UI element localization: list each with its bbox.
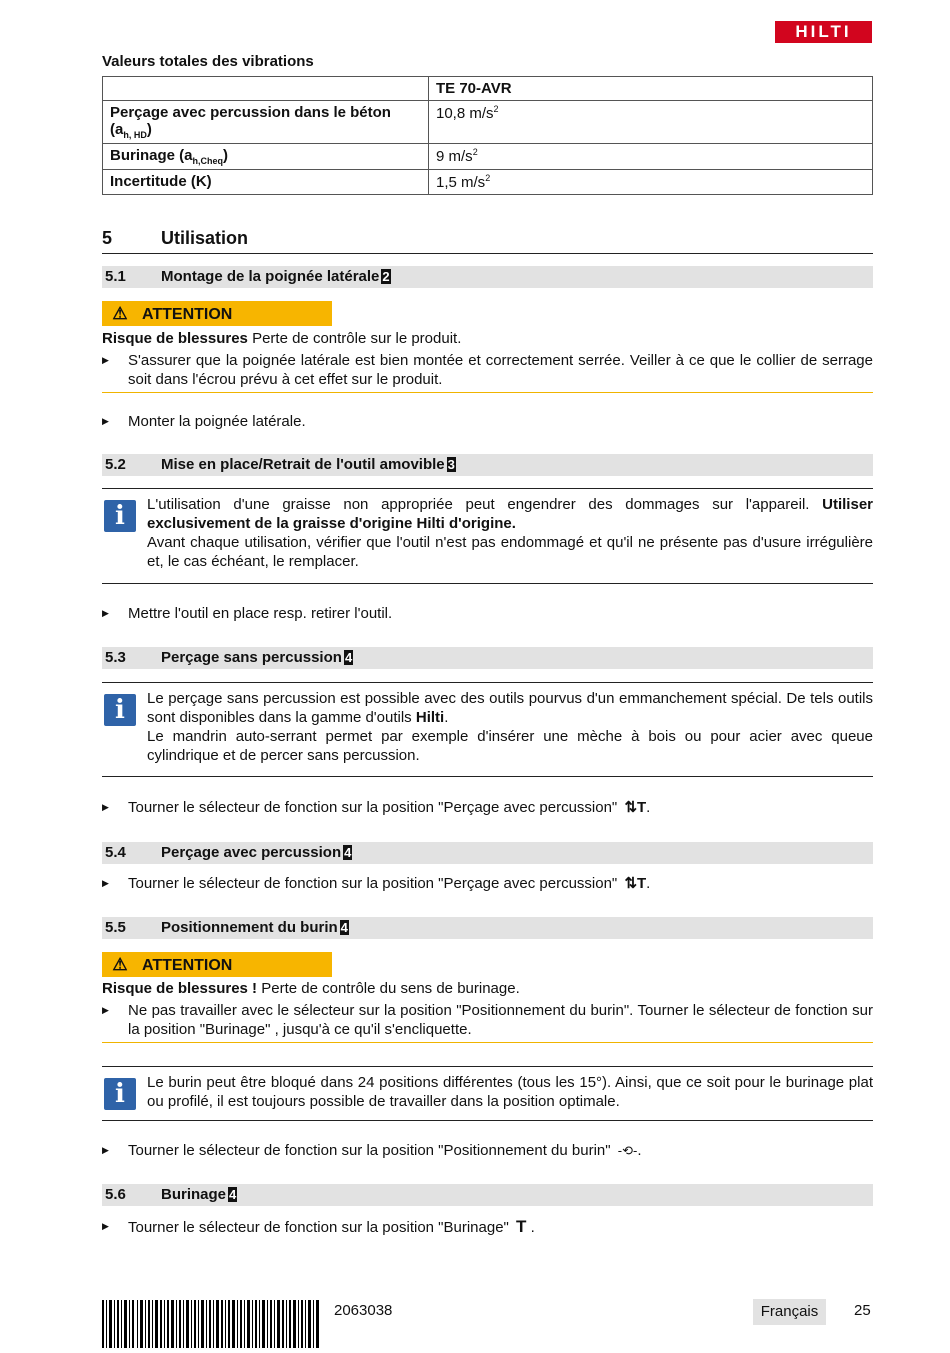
info-icon: i [104, 694, 136, 726]
row-label-text: Perçage avec percussion dans le béton [110, 104, 391, 121]
table-row [103, 101, 873, 144]
subsection-heading-5-5 [102, 917, 873, 939]
warning-bullet [102, 351, 873, 389]
risk-bold: Risque de blessures ! [102, 980, 258, 997]
step-text: Mettre l'outil en place resp. retirer l'outil. [128, 605, 393, 622]
info-icon: i [104, 1078, 136, 1110]
subsection-number: 5.2 [105, 456, 126, 473]
info-icon: i [104, 500, 136, 532]
risk-text: Perte de contrôle du sens de burinage. [257, 980, 520, 997]
table-row-label [103, 101, 429, 144]
risk-line [102, 329, 873, 348]
step-text [128, 1141, 873, 1160]
step-text-main: Tourner le sélecteur de fonction sur la position "Perçage avec percussion" [128, 875, 618, 892]
info-text-part: Le mandrin auto-serrant permet par exemple d'insérer une mèche à bois ou pour acier avec queue cylindrique et de percer sans percussion. [147, 728, 873, 764]
row-label-text: Burinage (a [110, 147, 193, 164]
table-header-empty [103, 77, 429, 101]
info-top-rule [102, 488, 873, 489]
row-value-text: 1,5 m/s [436, 174, 486, 191]
vibration-table [102, 76, 873, 195]
table-row-value [429, 144, 873, 170]
risk-bold: Risque de blessures [102, 330, 248, 347]
info-bottom-rule [102, 583, 873, 584]
info-note [102, 689, 873, 765]
hilti-logo: HILTI [775, 21, 872, 43]
bullet-arrow-icon: ▶ [102, 1145, 109, 1155]
row-value-exp: 2 [493, 104, 499, 114]
bullet-arrow-icon: ▶ [102, 608, 109, 618]
info-text: Le burin peut être bloqué dans 24 positions différentes (tous les 15°). Ainsi, que ce soit pour le burinage plat ou profilé, il est toujours possible de travailler dans la position optimale. [147, 1074, 873, 1110]
chisel-position-icon: -⟲- [617, 1143, 638, 1158]
hammer-drill-icon: ⇅T [624, 799, 647, 816]
step-text [128, 1217, 873, 1237]
info-text-part: L'utilisation d'une graisse non appropriée peut engendrer des dommages sur l'appareil. [147, 496, 823, 513]
subsection-title: Perçage avec percussion [161, 844, 342, 861]
info-top-rule [102, 682, 873, 683]
table-row-label [103, 144, 429, 170]
info-text-bold: Hilti [415, 709, 445, 726]
step-text: Monter la poignée latérale. [128, 413, 306, 430]
subsection-heading-5-1 [102, 266, 873, 288]
row-label-text: Incertitude (K) [110, 173, 212, 190]
info-bottom-rule [102, 776, 873, 777]
attention-banner [102, 952, 332, 977]
step-bullet [102, 412, 873, 431]
row-label-close: ) [223, 147, 229, 164]
warning-triangle-icon: ⚠ [112, 304, 128, 323]
figure-ref: 4 [344, 650, 353, 665]
subsection-number: 5.1 [105, 268, 126, 285]
info-note [102, 495, 873, 571]
table-header-model: TE 70-AVR [429, 77, 873, 101]
info-bottom-rule [102, 1120, 873, 1121]
info-text [147, 689, 873, 765]
row-label-close: ) [146, 121, 152, 138]
figure-ref: 4 [229, 1187, 237, 1202]
warning-triangle-icon: ⚠ [112, 955, 128, 974]
table-row [103, 170, 873, 195]
page-number: 25 [854, 1302, 871, 1319]
bullet-arrow-icon: ▶ [102, 878, 109, 888]
chisel-icon: T [516, 1217, 527, 1236]
section-number: 5 [102, 228, 113, 248]
table-header-row [103, 77, 873, 101]
attention-label: ATTENTION [142, 306, 233, 323]
hammer-drill-icon: ⇅T [624, 875, 647, 892]
step-bullet [102, 874, 873, 893]
bullet-arrow-icon: ▶ [102, 416, 109, 426]
language-tag: Français [753, 1299, 826, 1325]
step-text-end: . [526, 1219, 535, 1236]
info-note [102, 1073, 873, 1111]
table-row-value [429, 170, 873, 195]
step-text [128, 798, 873, 817]
figure-ref: 2 [382, 269, 390, 284]
warning-divider [102, 392, 873, 393]
step-bullet [102, 1141, 873, 1160]
bullet-arrow-icon: ▶ [102, 1005, 109, 1015]
bullet-arrow-icon: ▶ [102, 1221, 109, 1231]
bullet-text: S'assurer que la poignée latérale est bien montée et correctement serrée. Veiller à ce que le collier de serrage soit dans l'écrou prévu à cet effet sur le produit. [128, 352, 873, 388]
table-caption: Valeurs totales des vibrations [102, 53, 314, 70]
step-text-main: Tourner le sélecteur de fonction sur la position "Burinage" [128, 1219, 509, 1236]
row-label-index: h, HD [123, 130, 147, 140]
step-bullet [102, 798, 873, 817]
step-text-end: . [637, 1142, 642, 1159]
step-text-main: Tourner le sélecteur de fonction sur la position "Positionnement du burin" [128, 1142, 611, 1159]
info-text-part: . [444, 709, 449, 726]
subsection-heading-5-3 [102, 647, 873, 669]
subsection-number: 5.3 [105, 649, 126, 666]
table-row [103, 144, 873, 170]
risk-text: Perte de contrôle sur le produit. [247, 330, 462, 347]
row-value-exp: 2 [472, 147, 478, 157]
step-bullet [102, 1217, 873, 1237]
section-heading [102, 228, 873, 254]
step-text [128, 874, 873, 893]
table-row-value [429, 101, 873, 144]
bullet-text: Ne pas travailler avec le sélecteur sur la position "Positionnement du burin". Tourner le sélecteur de fonction sur la position "Burinage" , jusqu'à ce qu'il s'encliquette. [128, 1002, 873, 1038]
bullet-arrow-icon: ▶ [102, 802, 109, 812]
warning-divider [102, 1042, 873, 1043]
step-bullet [102, 604, 873, 623]
subsection-title: Burinage [161, 1186, 227, 1203]
subsection-heading-5-4 [102, 842, 873, 864]
table-row-label [103, 170, 429, 195]
figure-ref: 4 [340, 920, 348, 935]
subsection-heading-5-6 [102, 1184, 873, 1206]
risk-line [102, 979, 873, 998]
info-text-part: Le perçage sans percussion est possible avec des outils pourvus d'un emmanchement spécial. De tels outils sont disponibles dans la gamme d'outils [147, 690, 873, 726]
row-label-sub: (a [110, 121, 124, 138]
attention-banner [102, 301, 332, 326]
subsection-title: Perçage sans percussion [161, 649, 342, 666]
info-text-part: Avant chaque utilisation, vérifier que l'outil n'est pas endommagé et qu'il ne présente pas d'usure irrégulière et, le cas échéant, le remplacer. [147, 534, 873, 570]
subsection-heading-5-2 [102, 454, 873, 476]
row-value-text: 9 m/s [436, 148, 473, 165]
subsection-title: Positionnement du burin [161, 919, 338, 936]
bullet-arrow-icon: ▶ [102, 355, 109, 365]
subsection-title: Montage de la poignée latérale [161, 268, 380, 285]
step-text-end: . [646, 799, 651, 816]
figure-ref: 3 [447, 457, 455, 472]
attention-label: ATTENTION [142, 957, 233, 974]
subsection-number: 5.4 [105, 844, 126, 861]
row-value-exp: 2 [485, 173, 491, 183]
info-text [147, 495, 873, 571]
info-top-rule [102, 1066, 873, 1067]
step-text-end: . [646, 875, 651, 892]
row-label-index: h,Cheq [192, 156, 224, 166]
figure-ref: 4 [344, 845, 352, 860]
warning-bullet [102, 1001, 873, 1039]
subsection-number: 5.5 [105, 919, 126, 936]
subsection-title: Mise en place/Retrait de l'outil amovible [161, 456, 445, 473]
subsection-number: 5.6 [105, 1186, 126, 1203]
section-title: Utilisation [161, 228, 249, 248]
barcode [102, 1300, 319, 1348]
row-value-text: 10,8 m/s [436, 105, 494, 122]
info-text-bold: Utiliser exclusivement de la graisse d'origine Hilti d'origine. [147, 496, 873, 532]
document-number: 2063038 [334, 1302, 393, 1319]
step-text-main: Tourner le sélecteur de fonction sur la position "Perçage avec percussion" [128, 799, 618, 816]
